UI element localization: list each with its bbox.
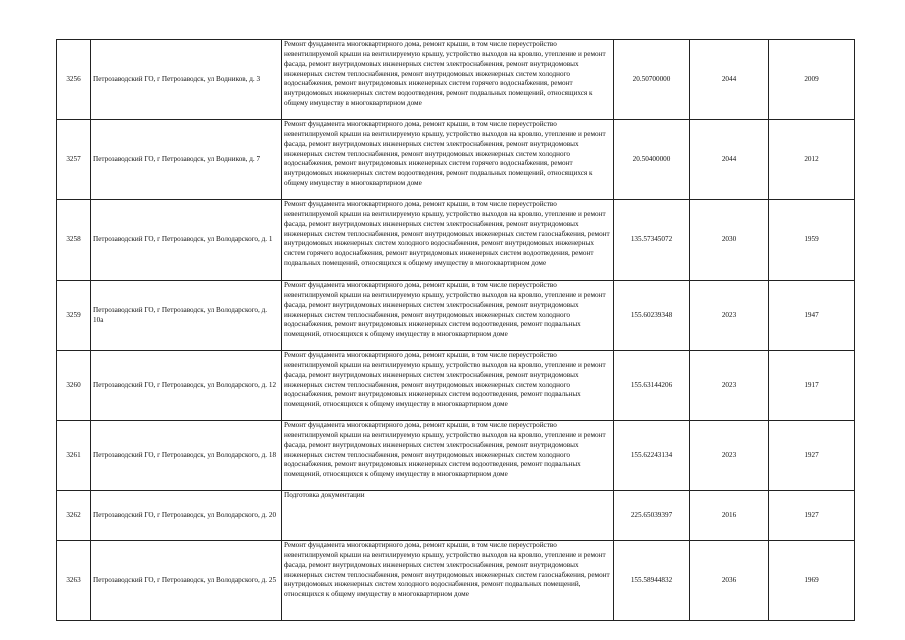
address-cell: Петрозаводский ГО, г Петрозаводск, ул Володарского, д. 12: [91, 351, 282, 421]
table-row: [57, 120, 855, 200]
built-year-cell: 1947: [769, 281, 855, 351]
planned-year-cell: 2036: [690, 541, 769, 621]
cost-cell: 225.65039397: [614, 491, 690, 541]
address-cell: Петрозаводский ГО, г Петрозаводск, ул Володарского, д. 1: [91, 200, 282, 281]
table-row: [57, 421, 855, 491]
works-cell: Подготовка документации: [282, 491, 614, 541]
table-row: [57, 200, 855, 281]
address-cell: Петрозаводский ГО, г Петрозаводск, ул Володарского, д. 18: [91, 421, 282, 491]
planned-year-cell: 2044: [690, 120, 769, 200]
built-year-cell: 2012: [769, 120, 855, 200]
address-cell: Петрозаводский ГО, г Петрозаводск, ул Водников, д. 3: [91, 40, 282, 120]
address-cell: Петрозаводский ГО, г Петрозаводск, ул Володарского, д. 25: [91, 541, 282, 621]
planned-year-cell: 2023: [690, 421, 769, 491]
built-year-cell: 2009: [769, 40, 855, 120]
row-number: 3256: [57, 40, 91, 120]
document-page: [56, 39, 855, 621]
planned-year-cell: 2030: [690, 200, 769, 281]
cost-cell: 20.50700000: [614, 40, 690, 120]
address-cell: Петрозаводский ГО, г Петрозаводск, ул Володарского, д. 20: [91, 491, 282, 541]
works-cell: Ремонт фундамента многоквартирного дома, ремонт крыши, в том числе переустройство невентилируемой крыши на вентилируемую крышу, устройство выходов на кровлю, утепление и ремонт фасада, ремонт внутридомовых инженерных систем электроснабжения, ремонт внутридомовых инженерных систем теплоснабжения, ремонт внутридомовых инженерных систем газоснабжения, ремонт внутридомовых инженерных систем холодного водоснабжения, ремонт внутридомовых инженерных систем горячего водоснабжения, ремонт внутридомовых инженерных систем водоотведения, ремонт подвальных помещений, относящихся к общему имуществу в многоквартирном доме: [282, 200, 614, 281]
row-number: 3261: [57, 421, 91, 491]
row-number: 3257: [57, 120, 91, 200]
cost-cell: 155.60239348: [614, 281, 690, 351]
works-cell: Ремонт фундамента многоквартирного дома, ремонт крыши, в том числе переустройство невентилируемой крыши на вентилируемую крышу, устройство выходов на кровлю, утепление и ремонт фасада, ремонт внутридомовых инженерных систем электроснабжения, ремонт внутридомовых инженерных систем теплоснабжения, ремонт внутридомовых инженерных систем холодного водоснабжения, ремонт внутридомовых инженерных систем водоотведения, ремонт подвальных помещений, относящихся к общему имуществу в многоквартирном доме: [282, 281, 614, 351]
built-year-cell: 1927: [769, 491, 855, 541]
cost-cell: 155.63144206: [614, 351, 690, 421]
cost-cell: 155.58944832: [614, 541, 690, 621]
built-year-cell: 1927: [769, 421, 855, 491]
row-number: 3262: [57, 491, 91, 541]
table-row: [57, 281, 855, 351]
row-number: 3260: [57, 351, 91, 421]
works-cell: Ремонт фундамента многоквартирного дома, ремонт крыши, в том числе переустройство невентилируемой крыши на вентилируемую крышу, устройство выходов на кровлю, утепление и ремонт фасада, ремонт внутридомовых инженерных систем электроснабжения, ремонт внутридомовых инженерных систем теплоснабжения, ремонт внутридомовых инженерных систем холодного водоснабжения, ремонт внутридомовых инженерных систем горячего водоснабжения, ремонт внутридомовых инженерных систем водоотведения, ремонт подвальных помещений, относящихся к общему имуществу в многоквартирном доме: [282, 40, 614, 120]
row-number: 3258: [57, 200, 91, 281]
table-row: [57, 351, 855, 421]
capital-repair-table: [56, 39, 855, 621]
table-row: [57, 40, 855, 120]
built-year-cell: 1917: [769, 351, 855, 421]
row-number: 3263: [57, 541, 91, 621]
works-cell: Ремонт фундамента многоквартирного дома, ремонт крыши, в том числе переустройство невентилируемой крыши на вентилируемую крышу, устройство выходов на кровлю, утепление и ремонт фасада, ремонт внутридомовых инженерных систем электроснабжения, ремонт внутридомовых инженерных систем теплоснабжения, ремонт внутридомовых инженерных систем холодного водоснабжения, ремонт внутридомовых инженерных систем горячего водоснабжения, ремонт внутридомовых инженерных систем водоотведения, ремонт подвальных помещений, относящихся к общему имуществу в многоквартирном доме: [282, 120, 614, 200]
row-number: 3259: [57, 281, 91, 351]
planned-year-cell: 2023: [690, 351, 769, 421]
address-cell: Петрозаводский ГО, г Петрозаводск, ул Володарского, д. 10а: [91, 281, 282, 351]
table-row: [57, 541, 855, 621]
built-year-cell: 1959: [769, 200, 855, 281]
works-cell: Ремонт фундамента многоквартирного дома, ремонт крыши, в том числе переустройство невентилируемой крыши на вентилируемую крышу, устройство выходов на кровлю, утепление и ремонт фасада, ремонт внутридомовых инженерных систем электроснабжения, ремонт внутридомовых инженерных систем теплоснабжения, ремонт внутридомовых инженерных систем холодного водоснабжения, ремонт внутридомовых инженерных систем водоотведения, ремонт подвальных помещений, относящихся к общему имуществу в многоквартирном доме: [282, 421, 614, 491]
address-cell: Петрозаводский ГО, г Петрозаводск, ул Водников, д. 7: [91, 120, 282, 200]
planned-year-cell: 2023: [690, 281, 769, 351]
works-cell: Ремонт фундамента многоквартирного дома, ремонт крыши, в том числе переустройство невентилируемой крыши на вентилируемую крышу, устройство выходов на кровлю, утепление и ремонт фасада, ремонт внутридомовых инженерных систем электроснабжения, ремонт внутридомовых инженерных систем теплоснабжения, ремонт внутридомовых инженерных систем газоснабжения, ремонт внутридомовых инженерных систем холодного водоснабжения, ремонт подвальных помещений, относящихся к общему имуществу в многоквартирном доме: [282, 541, 614, 621]
built-year-cell: 1969: [769, 541, 855, 621]
cost-cell: 155.62243134: [614, 421, 690, 491]
planned-year-cell: 2016: [690, 491, 769, 541]
cost-cell: 135.57345072: [614, 200, 690, 281]
cost-cell: 20.50400000: [614, 120, 690, 200]
table-row: [57, 491, 855, 541]
works-cell: Ремонт фундамента многоквартирного дома, ремонт крыши, в том числе переустройство невентилируемой крыши на вентилируемую крышу, устройство выходов на кровлю, утепление и ремонт фасада, ремонт внутридомовых инженерных систем электроснабжения, ремонт внутридомовых инженерных систем теплоснабжения, ремонт внутридомовых инженерных систем холодного водоснабжения, ремонт внутридомовых инженерных систем водоотведения, ремонт подвальных помещений, относящихся к общему имуществу в многоквартирном доме: [282, 351, 614, 421]
planned-year-cell: 2044: [690, 40, 769, 120]
